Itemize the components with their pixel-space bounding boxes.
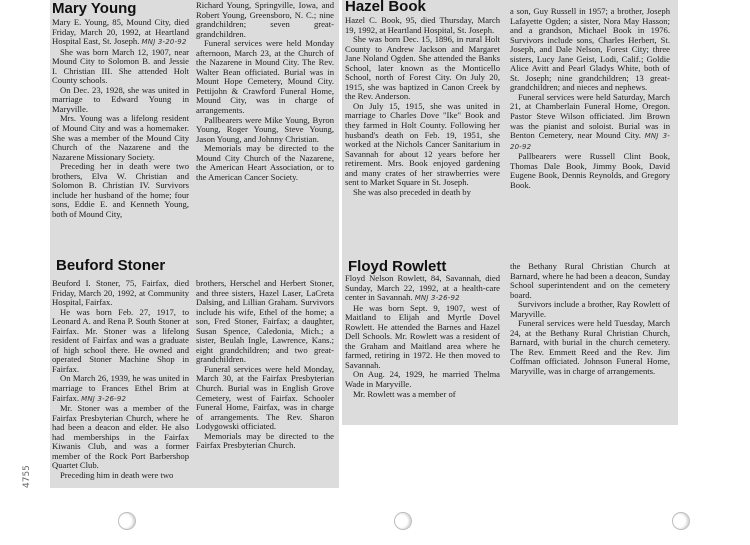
paragraph: Preceding him in death were two bbox=[60, 469, 174, 480]
paragraph: Beuford I. Stoner, 75, Fairfax, died Friday, March 20, 1992, at Community Hospital, Fairfax. bbox=[52, 279, 189, 308]
paragraph: On Dec. 23, 1928, she was united in marriage to Edward Young in Maryville. bbox=[52, 84, 189, 114]
punch-hole bbox=[118, 512, 136, 530]
paragraph bbox=[345, 274, 500, 304]
paragraph: Richard Young, Springville, Iowa, and Robert Young, Greensboro, N. C.; nine grandchildren; seven great-grandchildren. bbox=[196, 1, 334, 39]
paragraph: Survivors include a brother, Ray Rowlett of Maryville. bbox=[510, 299, 670, 319]
obituary-column-1 bbox=[345, 16, 500, 250]
paragraph-text: Floyd Nelson Rowlett, 84, Savannah, died Sunday, March 22, 1992, at a health-care center in Savannah. bbox=[345, 274, 500, 303]
paragraph: Funeral services were held Monday, March 30, at the Fairfax Presbyterian Church. Burial was in English Grove Cemetery, west of Fairfax. Schooler Funeral Home, Fairfax, was in charge of arrangements. The Rev. Sharon Lodygowski officiated. bbox=[196, 363, 334, 432]
obituary-column-1 bbox=[52, 18, 189, 230]
paragraph: the Bethany Rural Christian Church at Barnard, where he had been a deacon, Sunday School superintendent and on the cemetery board. bbox=[510, 262, 670, 300]
paragraph: Memorials may be directed to the Fairfax Presbyterian Church. bbox=[196, 430, 334, 451]
paragraph: Hazel C. Book, 95, died Thursday, March 19, 1992, at Heartland Hospital, St. Joseph. bbox=[345, 16, 500, 35]
paragraph: On Aug. 24, 1929, he married Thelma Wade in Maryville. bbox=[345, 369, 500, 390]
obituary-column-1 bbox=[52, 279, 189, 485]
handwritten-date-note: MNJ 3-20-92 bbox=[510, 132, 670, 151]
obituary-title: Mary Young bbox=[52, 0, 137, 17]
paragraph: He was born Feb. 27, 1917, to Leonard A. and Rena P. South Stoner at Fairfax. Mr. Stoner was a lifelong resident of Fairfax and was a graduate of high school there. He owned and operated Stoner Machine Shop in Fairfax. bbox=[52, 306, 189, 374]
obituary-title: Beuford Stoner bbox=[56, 257, 166, 274]
paragraph: Mr. Stoner was a member of the Fairfax Presbyterian Church, where he had been a deacon and elder. He also had memberships in the Fairfax Kiwanis Club, and was a former member of the Rock Port Barbershop Quartet Club. bbox=[52, 403, 189, 471]
paragraph: Pallbearers were Mike Young, Byron Young, Roger Young, Steve Young, Jason Young, and Johnny Christian. bbox=[196, 114, 334, 144]
paragraph bbox=[510, 93, 670, 152]
paragraph: She was born March 12, 1907, near Mound City to Solomon B. and Jessie I. Christian III. She attended Holt County schools. bbox=[52, 46, 189, 86]
paragraph: On July 15, 1915, she was united in marriage to Charles Dove "Ike" Book and they farmed in Holt County. Following her husband's death on Feb. 19, 1951, she worked at the Nichols Cancer Sanitarium in Savannah for about 12 years before her retirement. Mrs. Book enjoyed gardening and many crates of her strawberries were sent to Market Square in St. Joseph. bbox=[345, 100, 500, 188]
obituary-column-1 bbox=[345, 274, 500, 425]
obituary-title: Floyd Rowlett bbox=[348, 258, 447, 275]
obituary-mary-young bbox=[50, 0, 339, 230]
paragraph: Preceding her in death were two brothers, Elva W. Christian and Solomon B. Christian IV. Survivors include her husband of the home; four sons, Eddie E. and Kenneth Young, both of Mound City, bbox=[52, 161, 189, 219]
paragraph bbox=[52, 18, 189, 48]
paragraph: She was born Dec. 15, 1896, in rural Holt County to Andrew Jackson and Margaret Jane Noland Ogden. She attended the Banks School, later known as the Monticello School, north of Forest City. On July 20, 1915, she was baptized in Canon Creek by the Rev. Anderson. bbox=[345, 34, 500, 102]
paragraph: a son, Guy Russell in 1957; a brother, Joseph Lafayette Ogden; a sister, Nora May Hasson; and a grandson, Michael Book in 1976. Survivors include sons, Charles Herbert, St. Joseph, and Dale Nelson, Forest City; three sisters, Lucy Jane Geist, Lodi, Calif.; Goldie Alice Avitt and Pearl Gladys White, both of St. Joseph; nine grandchildren; 13 great-grandchildren; and nieces and nephews. bbox=[510, 7, 670, 93]
obituary-column-2 bbox=[510, 262, 670, 425]
archive-number: 4755 bbox=[22, 465, 32, 488]
paragraph bbox=[52, 374, 189, 404]
punch-hole bbox=[672, 512, 690, 530]
right-clipping bbox=[342, 0, 678, 425]
paragraph: Funeral services were held Monday afternoon, March 23, at the Church of the Nazarene in Mound City. The Rev. Walter Bean officiated. Burial was in Mount Hope Cemetery, Mound City. Pettijohn & Crawford Funeral Home, Mound City, was in charge of arrangements. bbox=[196, 38, 334, 116]
obituary-column-2 bbox=[196, 1, 334, 230]
paragraph: Pallbearers were Russell Clint Book, Thomas Dale Book, Jimmy Book, David Eugene Book, Dennis Reynolds, and Gregory Book. bbox=[510, 151, 670, 190]
obituary-beuford-stoner bbox=[50, 258, 339, 488]
left-clipping bbox=[50, 0, 339, 488]
paragraph-text: Mary E. Young, 85, Mound City, died Friday, March 20, 1992, at Heartland Hospital East, St. Joseph. bbox=[52, 18, 189, 47]
paragraph: Memorials may be directed to the Mound City Church of the Nazarene, the American Heart Association, or to the American Cancer Society. bbox=[196, 143, 334, 182]
handwritten-date-note: MNJ 3-20-92 bbox=[141, 38, 187, 47]
obituary-floyd-rowlett bbox=[342, 258, 678, 425]
obituary-column-2 bbox=[196, 279, 334, 485]
handwritten-date-note: MNJ 3-26-92 bbox=[414, 294, 460, 303]
paragraph-text: Funeral services were held Saturday, March 21, at Chamberlain Funeral Home, Oregon. Pastor Steve Wilson officiated. Jim Brown was the pianist and soloist. Burial was in Benton Cemetery, near Mound City. bbox=[510, 91, 670, 141]
paragraph: brothers, Herschel and Herbert Stoner, and three sisters, Hazel Laser, LaCreta Dalsing, and Lillian Graham. Survivors include his wife, Ethel of the home; a son, Fred Stoner, Fairfax; a daughter, Susan Spence, Caledonia, Mich.; a sister, Beulah Ingle, Lawrence, Kans.; eight grandchildren; and two great-grandchildren. bbox=[196, 279, 334, 365]
handwritten-date-note: MNJ 3-26-92 bbox=[81, 394, 127, 403]
paragraph: He was born Sept. 9, 1907, west of Maitland to Elijah and Myrtle Dovel Rowlett. He attended the Barnes and Hazel Dell Schools. Mr. Rowlett was a resident of the Graham and Maitland area where he farmed, retiring in 1972. He then moved to Savannah. bbox=[345, 302, 500, 370]
paragraph: Mrs. Young was a lifelong resident of Mound City and was a homemaker. She was a member of the Mound City Church of the Nazarene and the Nazarene Missionary Society. bbox=[52, 113, 189, 162]
obituary-hazel-book bbox=[342, 0, 678, 250]
punch-hole bbox=[394, 512, 412, 530]
paragraph: Funeral services were held Tuesday, March 24, at the Bethany Rural Christian Church, Barnard, with burial in the church cemetery. The Rev. Emmett Reed and the Rev. Jim Coffman officiated. Johnson Funeral Home, Maryville, was in charge of arrangements. bbox=[510, 318, 670, 377]
paragraph-text: On March 26, 1939, he was united in marriage to Frances Ethel Brim at Fairfax. bbox=[52, 373, 189, 403]
obituary-column-2 bbox=[510, 7, 670, 250]
paragraph: Mr. Rowlett was a member of bbox=[353, 388, 456, 399]
paragraph: She was also preceded in death by bbox=[353, 186, 471, 197]
obituary-title: Hazel Book bbox=[345, 0, 426, 15]
